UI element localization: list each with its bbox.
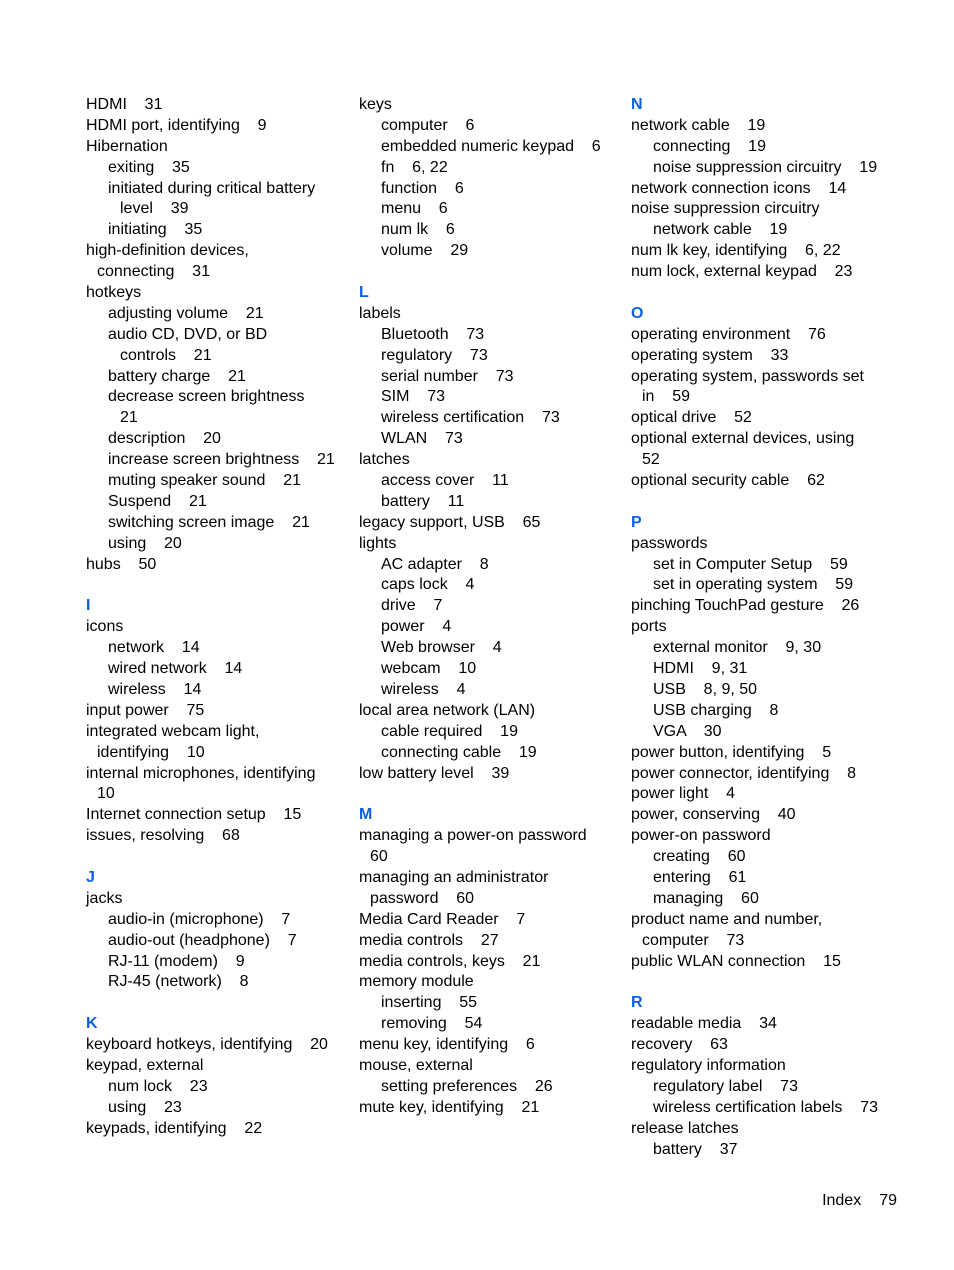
index-entry: operating system 33 (631, 346, 789, 364)
section-letter-heading: L (359, 284, 369, 302)
index-entry: media controls, keys 21 (359, 952, 541, 970)
index-entry-continuation: in 59 (642, 388, 691, 406)
index-entry: keypad, external (86, 1056, 204, 1074)
index-entry: pinching TouchPad gesture 26 (631, 597, 860, 615)
index-entry: network connection icons 14 (631, 179, 847, 197)
index-entry: icons (86, 618, 124, 636)
index-entry: optical drive 52 (631, 409, 752, 427)
index-entry: high-definition devices, (86, 242, 249, 260)
index-subentry: cable required 19 (381, 722, 518, 740)
index-subentry: WLAN 73 (381, 430, 463, 448)
index-entry: optional security cable 62 (631, 472, 825, 490)
index-subentry: noise suppression circuitry 19 (653, 158, 878, 176)
index-subentry: computer 6 (381, 116, 475, 134)
index-entry: memory module (359, 973, 474, 991)
index-subentry: RJ-45 (network) 8 (108, 973, 249, 991)
index-subentry: wireless certification labels 73 (653, 1098, 878, 1116)
index-subentry: creating 60 (653, 848, 746, 866)
index-entry: mute key, identifying 21 (359, 1098, 540, 1116)
index-subentry: switching screen image 21 (108, 513, 310, 531)
section-letter-heading: M (359, 806, 373, 824)
index-subentry: power 4 (381, 618, 452, 636)
index-subentry: embedded numeric keypad 6 (381, 137, 601, 155)
index-subentry: audio CD, DVD, or BD (108, 325, 268, 343)
index-entry: recovery 63 (631, 1036, 728, 1054)
section-spacer (631, 492, 893, 513)
index-entry-continuation: computer 73 (642, 931, 745, 949)
index-subentry: USB charging 8 (653, 701, 779, 719)
index-entry: media controls 27 (359, 931, 499, 949)
index-subentry: caps lock 4 (381, 576, 475, 594)
page-number: 79 (879, 1192, 897, 1209)
index-entry: internal microphones, identifying (86, 764, 316, 782)
index-entry: Hibernation (86, 137, 168, 155)
index-subentry: wireless 4 (381, 680, 466, 698)
index-entry: regulatory information (631, 1056, 786, 1074)
index-subentry: setting preferences 26 (381, 1077, 553, 1095)
index-entry: passwords (631, 534, 708, 552)
index-subentry: access cover 11 (381, 472, 509, 490)
page-footer (822, 1191, 897, 1211)
index-entry: local area network (LAN) (359, 701, 536, 719)
index-subentry: Web browser 4 (381, 639, 502, 657)
index-entry-continuation: 52 (642, 451, 660, 469)
index-subentry: VGA 30 (653, 722, 722, 740)
section-spacer (86, 847, 348, 868)
section-letter-heading: P (631, 513, 642, 531)
index-subentry: webcam 10 (381, 660, 477, 678)
index-subentry: volume 29 (381, 242, 469, 260)
index-entry: keys (359, 96, 392, 113)
index-subentry: using 23 (108, 1098, 182, 1116)
index-entry: readable media 34 (631, 1015, 777, 1033)
index-subentry: wireless 14 (108, 680, 202, 698)
index-subentry: adjusting volume 21 (108, 304, 264, 322)
index-subentry: Bluetooth 73 (381, 325, 485, 343)
section-letter-heading: N (631, 96, 643, 113)
index-entry: public WLAN connection 15 (631, 952, 841, 970)
section-spacer (86, 993, 348, 1014)
index-subentry: wired network 14 (108, 660, 243, 678)
index-entry: noise suppression circuitry (631, 200, 820, 218)
index-subentry: decrease screen brightness (108, 388, 305, 406)
index-subentry: regulatory label 73 (653, 1077, 798, 1095)
index-subentry: entering 61 (653, 868, 747, 886)
footer-section-label: Index (822, 1192, 862, 1209)
index-subentry: connecting cable 19 (381, 743, 537, 761)
index-subentry: serial number 73 (381, 367, 514, 385)
index-entry: latches (359, 451, 410, 469)
index-entry: operating environment 76 (631, 325, 826, 343)
index-entry: integrated webcam light, (86, 722, 260, 740)
index-subentry: AC adapter 8 (381, 555, 489, 573)
index-entry-continuation: 10 (97, 785, 115, 803)
index-subentry: using 20 (108, 534, 182, 552)
index-subentry: increase screen brightness 21 (108, 451, 335, 469)
index-subentry: removing 54 (381, 1015, 483, 1033)
index-subentry: set in operating system 59 (653, 576, 854, 594)
index-entry-continuation: controls 21 (120, 346, 212, 364)
index-subentry: battery 37 (653, 1140, 738, 1158)
index-entry: menu key, identifying 6 (359, 1036, 535, 1054)
index-entry: issues, resolving 68 (86, 827, 240, 845)
section-letter-heading: O (631, 304, 644, 322)
index-subentry: audio-in (microphone) 7 (108, 910, 291, 928)
index-entry: keypads, identifying 22 (86, 1119, 263, 1137)
section-letter-heading: R (631, 994, 643, 1012)
index-entry: operating system, passwords set (631, 367, 864, 385)
index-entry: product name and number, (631, 910, 823, 928)
index-entry: power, conserving 40 (631, 806, 796, 824)
index-subentry: connecting 19 (653, 137, 766, 155)
index-subentry: regulatory 73 (381, 346, 488, 364)
index-subentry: fn 6, 22 (381, 158, 448, 176)
section-letter-heading: J (86, 868, 95, 886)
index-subentry: audio-out (headphone) 7 (108, 931, 297, 949)
index-subentry: muting speaker sound 21 (108, 472, 302, 490)
index-entry: legacy support, USB 65 (359, 513, 541, 531)
index-subentry: set in Computer Setup 59 (653, 555, 848, 573)
index-entry: optional external devices, using (631, 430, 855, 448)
section-spacer (631, 283, 893, 304)
index-entry: HDMI port, identifying 9 (86, 116, 267, 134)
section-letter-heading: I (86, 597, 91, 615)
index-entry: low battery level 39 (359, 764, 510, 782)
index-entry: power connector, identifying 8 (631, 764, 857, 782)
index-entry: lights (359, 534, 397, 552)
index-subentry: description 20 (108, 430, 221, 448)
section-spacer (359, 784, 621, 805)
index-subentry: initiating 35 (108, 221, 203, 239)
section-spacer (359, 262, 621, 283)
index-subentry: network 14 (108, 639, 200, 657)
index-subentry: exiting 35 (108, 158, 190, 176)
index-entry: mouse, external (359, 1056, 473, 1074)
section-spacer (86, 575, 348, 596)
index-entry-continuation: 21 (120, 409, 138, 427)
index-subentry: USB 8, 9, 50 (653, 680, 758, 698)
index-entry: HDMI 31 (86, 96, 163, 113)
index-subentry: menu 6 (381, 200, 448, 218)
index-entry: hubs 50 (86, 555, 157, 573)
index-subentry: initiated during critical battery (108, 179, 316, 197)
index-entry: Internet connection setup 15 (86, 806, 302, 824)
index-subentry: drive 7 (381, 597, 443, 615)
index-entry: num lock, external keypad 23 (631, 263, 853, 281)
index-entry: network cable 19 (631, 116, 766, 134)
index-entry: power light 4 (631, 785, 736, 803)
index-subentry: battery charge 21 (108, 367, 246, 385)
section-spacer (631, 972, 893, 993)
index-entry-continuation: level 39 (120, 200, 189, 218)
index-entry: Media Card Reader 7 (359, 910, 526, 928)
index-column-2 (359, 95, 621, 1119)
index-subentry: managing 60 (653, 889, 759, 907)
index-subentry: num lock 23 (108, 1077, 208, 1095)
index-entry-continuation: identifying 10 (97, 743, 205, 761)
index-entry: labels (359, 304, 401, 322)
index-subentry: battery 11 (381, 492, 465, 510)
index-entry-continuation: connecting 31 (97, 263, 210, 281)
index-entry: managing a power-on password (359, 827, 587, 845)
index-entry-continuation: password 60 (370, 889, 475, 907)
index-entry: hotkeys (86, 284, 142, 302)
index-entry: ports (631, 618, 667, 636)
index-subentry: num lk 6 (381, 221, 455, 239)
index-subentry: HDMI 9, 31 (653, 660, 748, 678)
index-subentry: function 6 (381, 179, 464, 197)
index-column-1 (86, 95, 348, 1140)
index-subentry: external monitor 9, 30 (653, 639, 822, 657)
index-entry: power button, identifying 5 (631, 743, 832, 761)
index-subentry: Suspend 21 (108, 492, 207, 510)
index-entry: jacks (86, 889, 123, 907)
index-entry: managing an administrator (359, 868, 549, 886)
index-entry: power-on password (631, 827, 771, 845)
index-entry: input power 75 (86, 701, 205, 719)
index-subentry: SIM 73 (381, 388, 446, 406)
index-entry: keyboard hotkeys, identifying 20 (86, 1036, 328, 1054)
section-letter-heading: K (86, 1015, 98, 1033)
index-entry: num lk key, identifying 6, 22 (631, 242, 841, 260)
index-column-3 (631, 95, 893, 1160)
index-entry: release latches (631, 1119, 739, 1137)
index-entry-continuation: 60 (370, 848, 388, 866)
index-subentry: RJ-11 (modem) 9 (108, 952, 245, 970)
index-subentry: wireless certification 73 (381, 409, 560, 427)
index-subentry: inserting 55 (381, 994, 478, 1012)
index-subentry: network cable 19 (653, 221, 788, 239)
